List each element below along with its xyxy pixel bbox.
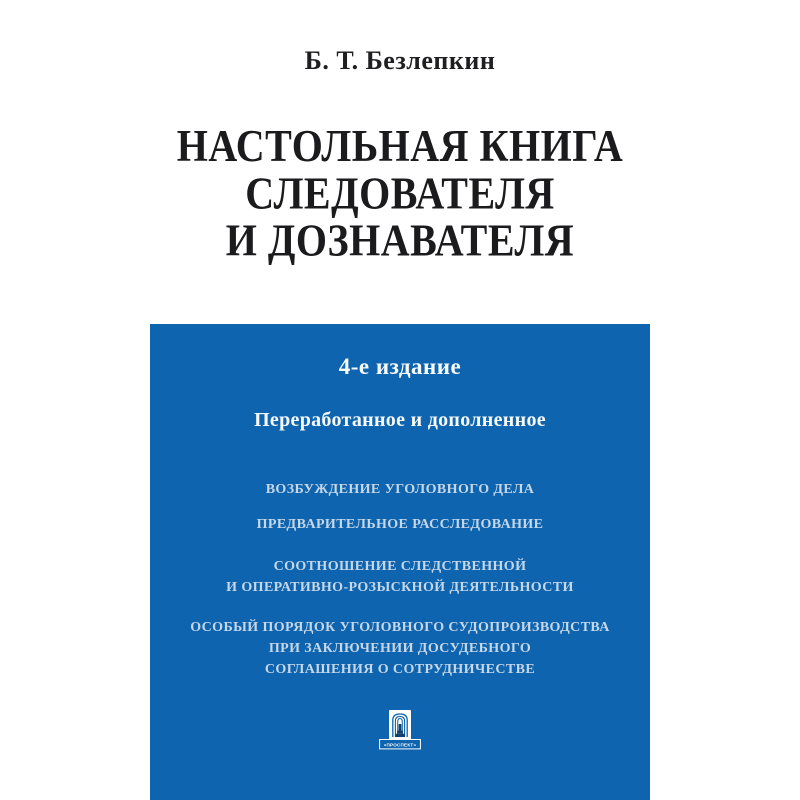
- edition-subtitle: Переработанное и дополненное: [254, 409, 546, 431]
- title-line-3: И ДОЗНАВАТЕЛЯ: [225, 214, 575, 266]
- title-line-2: СЛЕДОВАТЕЛЯ: [245, 166, 555, 219]
- publisher-logo: [379, 710, 421, 750]
- topic-line: СООТНОШЕНИЕ СЛЕДСТВЕННОЙ: [273, 559, 527, 574]
- edition-label: 4-е издание: [338, 354, 462, 379]
- topic-line: ОСОБЫЙ ПОРЯДОК УГОЛОВНОГО СУДОПРОИЗВОДСТВА: [190, 620, 610, 635]
- topic-item: [150, 617, 650, 680]
- topic-line: ПРИ ЗАКЛЮЧЕНИИ ДОСУДЕБНОГО: [268, 641, 532, 656]
- title-line-1: НАСТОЛЬНАЯ КНИГА: [176, 119, 624, 172]
- prospekt-arch-icon: [379, 710, 421, 750]
- prospekt-logo-text: «ПРОСПЕКТ»: [383, 742, 417, 748]
- author-name: Б. Т. Безлепкин: [304, 46, 496, 75]
- topic-line: ВОЗБУЖДЕНИЕ УГОЛОВНОГО ДЕЛА: [265, 482, 535, 497]
- topic-item: [150, 556, 650, 598]
- topic-line: СОГЛАШЕНИЯ О СОТРУДНИЧЕСТВЕ: [264, 662, 536, 677]
- book-title: [0, 119, 800, 266]
- topic-item: [150, 514, 650, 535]
- blue-panel: [150, 324, 650, 800]
- topic-line: ПРЕДВАРИТЕЛЬНОЕ РАССЛЕДОВАНИЕ: [256, 517, 544, 532]
- topic-item: [150, 479, 650, 500]
- topic-line: И ОПЕРАТИВНО-РОЗЫСКНОЙ ДЕЯТЕЛЬНОСТИ: [226, 580, 574, 595]
